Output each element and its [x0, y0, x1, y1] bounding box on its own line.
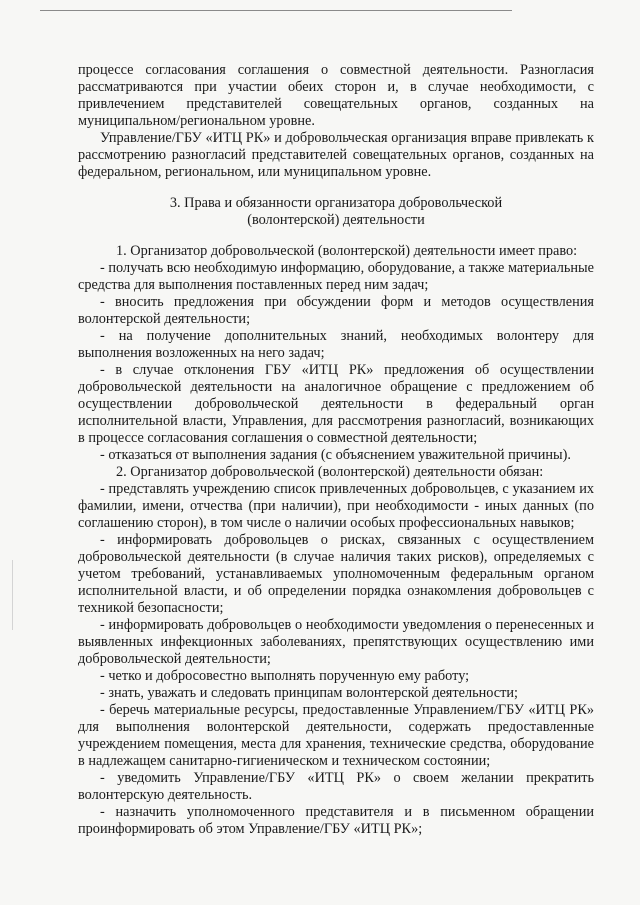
- paragraph-councils: Управление/ГБУ «ИТЦ РК» и добровольческая организация вправе привлекать к рассмотрению разногласий представителей совещательных органов, созданных на федеральном, региональном, или муниципальном уровне.: [78, 130, 594, 180]
- clause-2-item: - беречь материальные ресурсы, предоставленные Управлением/ГБУ «ИТЦ РК» для выполнения волонтерской деятельности, содержать предоставленные учреждением помещения, места для хранения, технические средства, оборудование в надлежащем санитарно-гигиеническом и техническом состоянии;: [78, 702, 594, 769]
- document-body: [78, 62, 594, 838]
- paragraph-disagreements: процессе согласования соглашения о совместной деятельности. Разногласия рассматриваются при участии обеих сторон и, в случае необходимости, с привлечением представителей совещательных органов, созданных на муниципальном/региональном уровне.: [78, 62, 594, 129]
- header-rule: [40, 10, 512, 11]
- clause-2-item: - информировать добровольцев о необходимости уведомления о перенесенных и выявленных инфекционных заболеваниях, препятствующих осуществлению ими добровольческой деятельности;: [78, 617, 594, 667]
- section-title-line2: (волонтерской) деятельности: [247, 212, 425, 228]
- clause-2-intro: 2. Организатор добровольческой (волонтерской) деятельности обязан:: [116, 464, 544, 480]
- clause-2-item: - представлять учреждению список привлеченных добровольцев, с указанием их фамилии, имени, отчества (при наличии), при необходимости - иных данных (по соглашению сторон), в том числе о наличии особых профессиональных навыков;: [78, 481, 594, 531]
- clause-2-item: - знать, уважать и следовать принципам волонтерской деятельности;: [100, 685, 519, 701]
- clause-2-item: - назначить уполномоченного представителя и в письменном обращении проинформировать об этом Управление/ГБУ «ИТЦ РК»;: [78, 804, 594, 837]
- clause-1-intro: 1. Организатор добровольческой (волонтерской) деятельности имеет право:: [116, 243, 578, 259]
- clause-1-item: - отказаться от выполнения задания (с объяснением уважительной причины).: [100, 447, 571, 463]
- clause-1-item: - на получение дополнительных знаний, необходимых волонтеру для выполнения возложенных на него задач;: [78, 328, 594, 361]
- clause-2-item: - информировать добровольцев о рисках, связанных с осуществлением добровольческой деятельности (в случае наличия таких рисков), определяемых с учетом требований, устанавливаемых уполномоченным федеральным органом исполнительной власти, и об определении порядка ознакомления добровольцев с техникой безопасности;: [78, 532, 594, 616]
- section-title-line1: 3. Права и обязанности организатора добровольческой: [169, 195, 503, 211]
- clause-2-item: - четко и добросовестно выполнять порученную ему работу;: [100, 668, 470, 684]
- clause-2-item: - уведомить Управление/ГБУ «ИТЦ РК» о своем желании прекратить волонтерскую деятельность.: [78, 770, 594, 803]
- clause-1-item: - получать всю необходимую информацию, оборудование, а также материальные средства для выполнения поставленных перед ним задач;: [78, 260, 594, 293]
- scan-margin-mark: [12, 560, 13, 630]
- clause-1-item: - вносить предложения при обсуждении форм и методов осуществления волонтерской деятельности;: [78, 294, 594, 327]
- clause-1-item: - в случае отклонения ГБУ «ИТЦ РК» предложения об осуществлении добровольческой деятельности на аналогичное обращение с предложением об осуществлении добровольческой деятельности в федеральный орган исполнительной власти, Управления, для рассмотрения разногласий, возникающих в процессе согласования соглашения о совместной деятельности;: [78, 362, 594, 446]
